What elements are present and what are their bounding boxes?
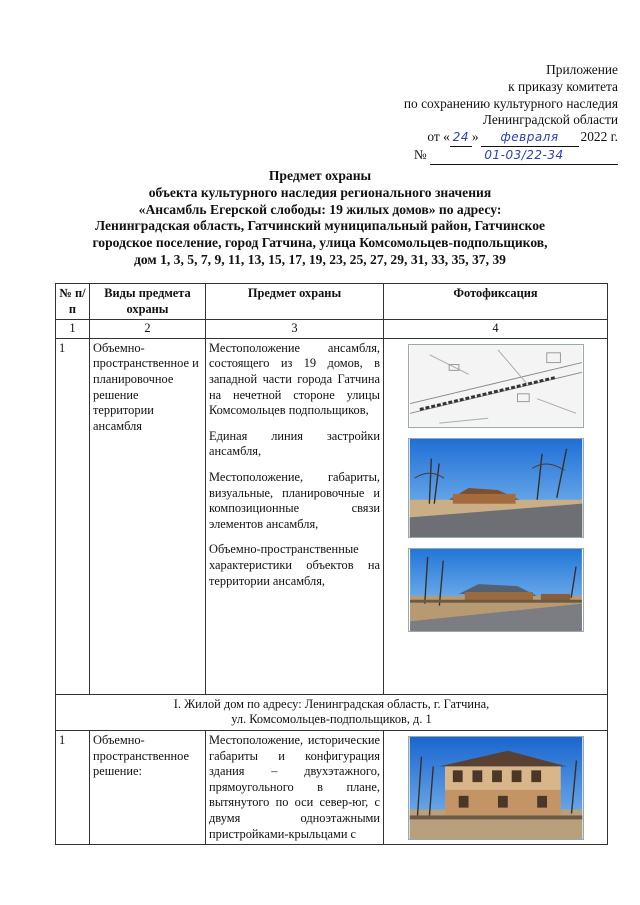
column-number-row [56, 320, 608, 339]
header-subject: Предмет охраны [206, 284, 384, 320]
row-subject [206, 338, 384, 694]
subject-paragraph: Единая линия застройки ансамбля, [209, 428, 380, 459]
header-photo: Фотофиксация [384, 284, 608, 320]
row-subject: Местоположение, исторические габариты и конфигурация здания – двухэтажного, прямоугольного в плане, вытянутого по оси север-юг, с двумя одноэтажными пристройками-крыльцами с [206, 730, 384, 844]
title-line: «Ансамбль Егерской слободы: 19 жилых домов» по адресу: [138, 201, 502, 217]
row-num: 1 [56, 730, 90, 844]
appendix-header [318, 62, 618, 165]
appendix-line: по сохранению культурного наследия [403, 95, 618, 111]
header-num: № п/п [56, 284, 90, 320]
table-row [56, 730, 608, 844]
order-number [318, 147, 618, 165]
appendix-line: Приложение [546, 62, 618, 77]
date-year: 2022 г. [580, 129, 618, 145]
row-photos [384, 730, 608, 844]
section-heading [56, 694, 608, 730]
title-line: Ленинградская область, Гатчинский муниципальный район, Гатчинское [94, 218, 546, 234]
appendix-line: Ленинградской области [482, 112, 618, 128]
col-number: 1 [56, 320, 90, 339]
date-prefix: от « [427, 129, 450, 145]
site-plan-image [408, 344, 584, 428]
row-num: 1 [56, 338, 90, 694]
title-line: Предмет охраны [268, 168, 372, 183]
house-photo [408, 736, 584, 840]
title-line: городское поселение, город Гатчина, улица Комсомольцев-подпольщиков, [92, 235, 548, 251]
section-line: ул. Комсомольцев-подпольщиков, д. 1 [231, 712, 432, 727]
document-title [20, 168, 620, 269]
date-mid: » [471, 129, 479, 145]
number-value: 01-03/22-34 [430, 147, 618, 165]
order-date [318, 129, 618, 147]
number-prefix: № [413, 146, 427, 162]
table-header-row [56, 284, 608, 320]
section-heading-row [56, 694, 608, 730]
col-number: 3 [206, 320, 384, 339]
subject-paragraph: Местоположение ансамбля, состоящего из 19 домов, в западной части города Гатчина на нечетной стороне улицы Комсомольцев подпольщиков, [209, 340, 380, 418]
row-type: Объемно-пространственное и планировочное решение территории ансамбля [90, 338, 206, 694]
title-line: дом 1, 3, 5, 7, 9, 11, 13, 15, 17, 19, 23, 25, 27, 29, 31, 33, 35, 37, 39 [134, 251, 506, 267]
street-photo-2 [408, 548, 584, 632]
subject-paragraph: Местоположение, габариты, визуальные, планировочные и композиционные связи элементов ансамбля, [209, 469, 380, 531]
row-type: Объемно-пространственное решение: [90, 730, 206, 844]
row-photos [384, 338, 608, 694]
date-month: февраля [481, 129, 579, 147]
header-type: Виды предмета охраны [90, 284, 206, 320]
street-photo-1 [408, 438, 584, 538]
subject-paragraph: Объемно-пространственные характеристики объектов на территории ансамбля, [209, 542, 380, 588]
section-line: I. Жилой дом по адресу: Ленинградская область, г. Гатчина, [173, 696, 490, 711]
appendix-line: к приказу комитета [508, 78, 618, 94]
protection-table [55, 283, 608, 845]
col-number: 4 [384, 320, 608, 339]
col-number: 2 [90, 320, 206, 339]
title-line: объекта культурного наследия регионального значения [148, 184, 492, 200]
table-row [56, 338, 608, 694]
date-day: 24 [450, 129, 472, 147]
